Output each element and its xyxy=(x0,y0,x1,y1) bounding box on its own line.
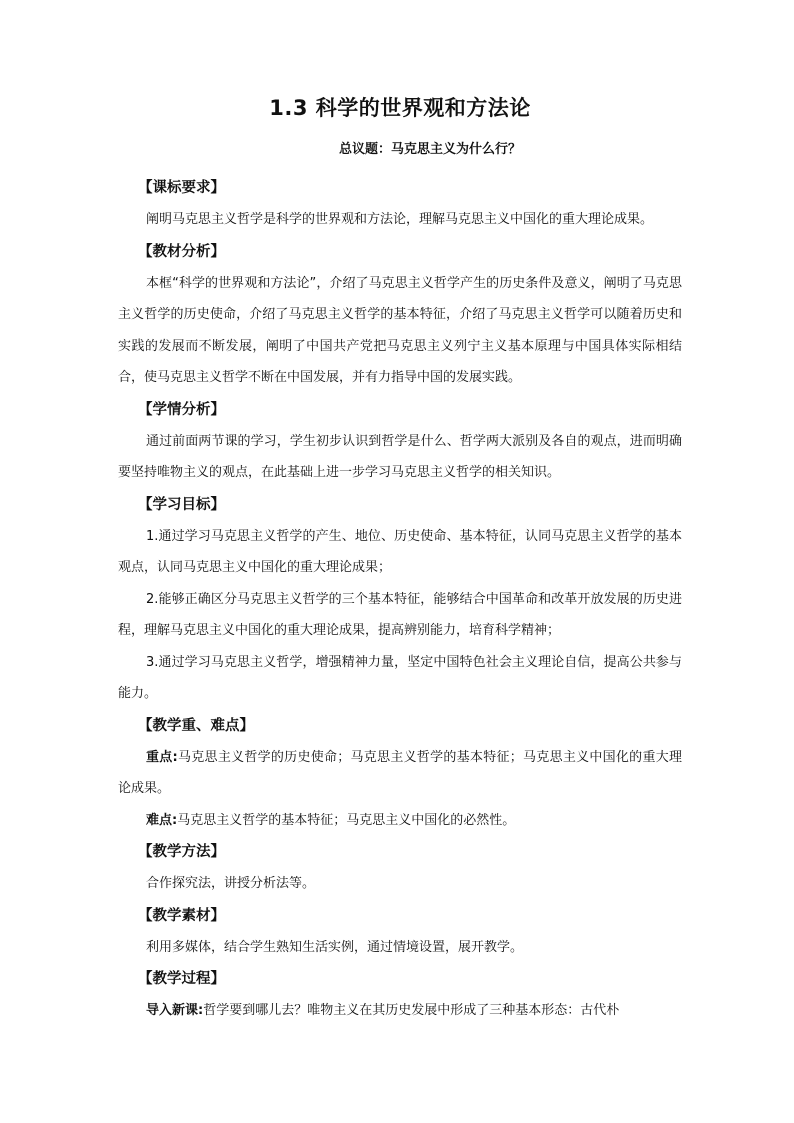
process-intro-text: 哲学要到哪儿去？唯物主义在其历史发展中形成了三种基本形态：古代朴 xyxy=(203,1003,620,1018)
section-heading-learners: 【学情分析】 xyxy=(138,401,225,418)
standards-paragraph: 阐明马克思主义哲学是科学的世界观和方法论，理解马克思主义中国化的重大理论成果。 xyxy=(146,212,654,227)
section-heading-objectives: 【学习目标】 xyxy=(138,496,225,513)
process-intro-paragraph xyxy=(118,995,682,1027)
key-points-text: 马克思主义哲学的历史使命；马克思主义哲学的基本特征；马克思主义中国化的重大理论成果。 xyxy=(118,749,682,796)
section-heading-methods: 【教学方法】 xyxy=(138,844,225,860)
difficulty-text: 马克思主义哲学的基本特征；马克思主义中国化的必然性。 xyxy=(177,812,516,828)
section-heading-textbook: 【教材分析】 xyxy=(138,243,225,260)
page-title: 1.3 科学的世界观和方法论 xyxy=(269,96,531,120)
section-heading-materials: 【教学素材】 xyxy=(138,907,225,924)
key-points-label: 重点: xyxy=(146,749,178,765)
objective-item: 3.通过学习马克思主义哲学，增强精神力量，坚定中国特色社会主义理论自信，提高公共参与能力。 xyxy=(118,654,682,701)
process-intro-label: 导入新课: xyxy=(146,1003,204,1018)
key-points-paragraph xyxy=(118,742,682,805)
difficulty-paragraph xyxy=(118,805,682,837)
materials-paragraph: 利用多媒体，结合学生熟知生活实例，通过情境设置，展开教学。 xyxy=(146,939,524,955)
methods-paragraph: 合作探究法，讲授分析法等。 xyxy=(146,876,316,891)
learners-paragraph: 通过前面两节课的学习，学生初步认识到哲学是什么、哲学两大派别及各自的观点，进而明确要坚持唯物主义的观点，在此基础上进一步学习马克思主义哲学的相关知识。 xyxy=(118,433,682,480)
page-subtitle: 总议题：马克思主义为什么行？ xyxy=(338,142,521,157)
objective-item: 2.能够正确区分马克思主义哲学的三个基本特征，能够结合中国革命和改革开放发展的历史进程，理解马克思主义中国化的重大理论成果，提高辨别能力，培育科学精神； xyxy=(118,591,682,638)
difficulty-label: 难点: xyxy=(146,812,178,828)
textbook-paragraph: 本框“科学的世界观和方法论”，介绍了马克思主义哲学产生的历史条件及意义，阐明了马克思主义哲学的历史使命，介绍了马克思主义哲学的基本特征，介绍了马克思主义哲学可以随着历史和实践的发展而不断发展，阐明了中国共产党把马克思主义列宁主义基本原理与中国具体实际相结合，使马克思主义哲学不断在中国发展，并有力指导中国的发展实践。 xyxy=(118,275,682,385)
objective-item: 1.通过学习马克思主义哲学的产生、地位、历史使命、基本特征，认同马克思主义哲学的基本观点，认同马克思主义中国化的重大理论成果； xyxy=(118,528,682,575)
document-body xyxy=(118,92,682,1027)
section-heading-keypoints: 【教学重、难点】 xyxy=(138,717,254,734)
section-heading-standards: 【课标要求】 xyxy=(138,180,225,196)
section-heading-process: 【教学过程】 xyxy=(138,971,225,987)
